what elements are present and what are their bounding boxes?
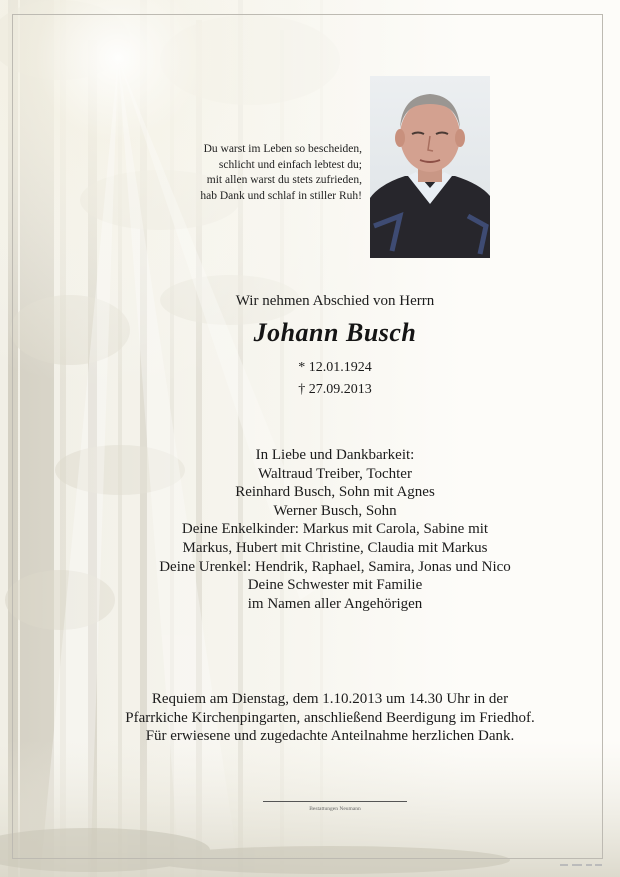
requiem-line: Für erwiesene und zugedachte Anteilnahme herzlichen Dank. [145,728,515,744]
mourner-line: Deine Schwester mit Familie [247,577,423,594]
requiem-notice [80,690,580,746]
signature-divider [263,801,407,802]
poem [150,142,362,204]
deceased-name: Johann Busch [253,318,417,347]
portrait-photo [370,76,490,258]
mourner-line: Deine Enkelkinder: Markus mit Carola, Sabine mit [181,521,489,538]
requiem-line: Pfarrkiche Kirchenpingarten, anschließend Beerdigung im Friedhof. [125,709,535,726]
poem-line: mit allen warst du stets zufrieden, [206,174,362,186]
print-mark [560,862,602,868]
mourner-line: Deine Urenkel: Hendrik, Raphael, Samira, Jonas und Nico [159,558,511,575]
mourner-line: Reinhard Busch, Sohn mit Agnes [235,484,435,501]
mourner-line: Werner Busch, Sohn [273,502,397,519]
poem-line: Du warst im Leben so bescheiden, [203,143,362,155]
mourner-line: im Namen aller Angehörigen [247,595,423,612]
mourner-line: Waltraud Treiber, Tochter [258,465,412,482]
birth-date: * 12.01.1924 [298,360,372,375]
requiem-line: Requiem am Dienstag, dem 1.10.2013 um 14.30 Uhr in der [151,691,509,707]
farewell-intro: Wir nehmen Abschied von Herrn [235,293,435,309]
undertaker-name: Bestattungen Neumann [309,806,361,812]
poem-line: hab Dank und schlaf in stiller Ruh! [200,189,362,202]
mourners-list [100,446,570,613]
life-dates [100,357,570,401]
mourner-line: Markus, Hubert mit Christine, Claudia mit Markus [182,539,488,556]
poem-line: schlicht und einfach lebtest du; [218,158,362,171]
mourner-line: In Liebe und Dankbarkeit: [255,447,415,463]
death-date: † 27.09.2013 [298,382,372,397]
